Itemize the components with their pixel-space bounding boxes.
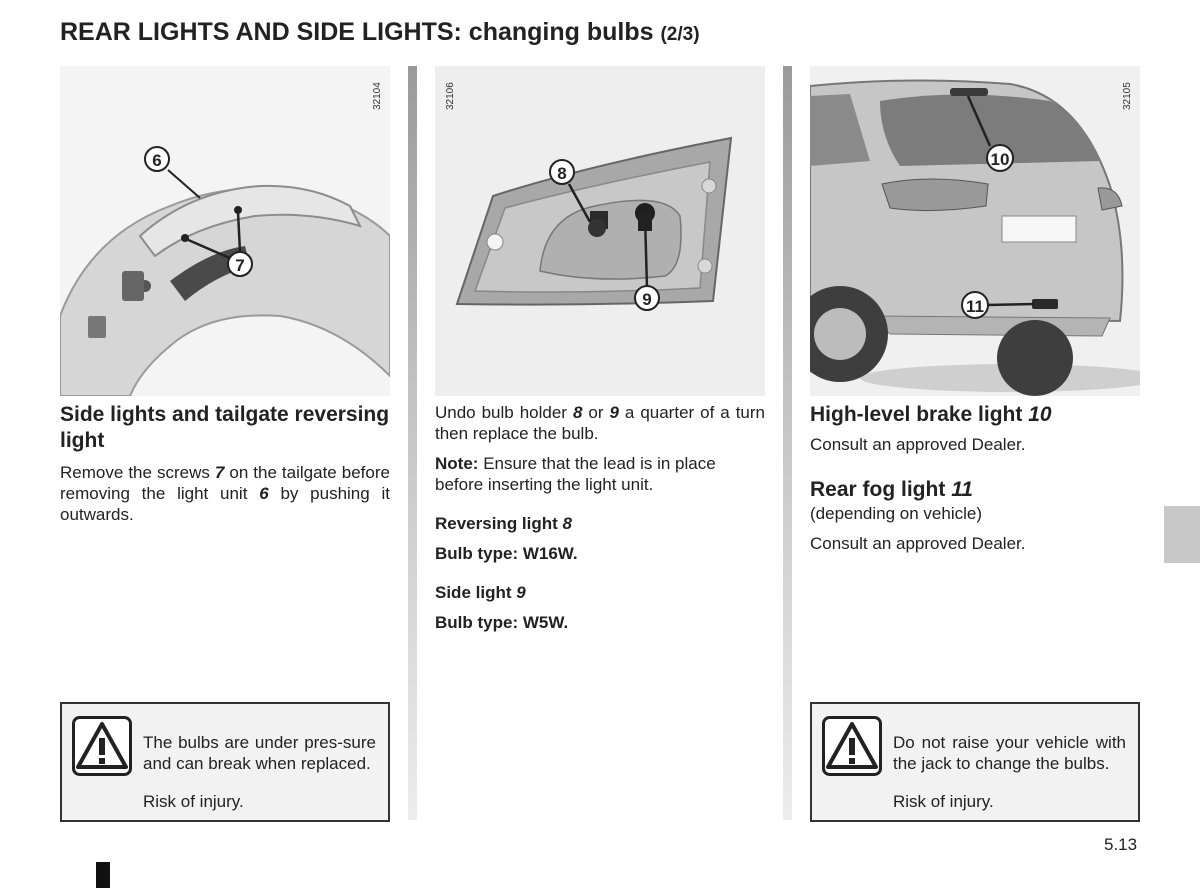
warning-text-bulbs: The bulbs are under pres-sure and can break when replaced. Risk of injury. xyxy=(143,733,376,811)
section-tab-marker xyxy=(1164,506,1200,563)
fog-light-instructions: Consult an approved Dealer. xyxy=(810,534,1026,553)
page-title-main: REAR LIGHTS AND SIDE LIGHTS: changing bulbs xyxy=(60,18,654,46)
fog-light-availability: (depending on vehicle) xyxy=(810,504,983,523)
callout-6 xyxy=(145,147,169,171)
section-heading-brake-light: High-level brake light 10 xyxy=(810,403,1052,426)
svg-text:10: 10 xyxy=(990,150,1010,169)
warning-triangle-icon xyxy=(72,716,132,781)
figure-car-rear xyxy=(810,66,1140,396)
svg-text:9: 9 xyxy=(642,290,652,309)
warning-triangle-icon xyxy=(822,716,882,781)
figure-ref-number: 32104 xyxy=(372,82,383,110)
page-title xyxy=(60,18,700,47)
page-number: 5.13 xyxy=(1104,835,1138,854)
lead-note: Note: Ensure that the lead is in place before inserting the light unit. xyxy=(435,454,716,494)
reversing-light-label: Reversing light 8 xyxy=(435,514,573,533)
column-divider-right xyxy=(783,66,792,820)
light-unit-illustration xyxy=(435,66,765,396)
right-column xyxy=(810,402,1140,554)
bulb-holder-instructions: Undo bulb holder 8 or 9 a quarter of a turn then replace the bulb. xyxy=(435,403,765,443)
section-heading-side-lights: Side lights and tailgate reversing light xyxy=(60,403,390,452)
warning-box-jack xyxy=(810,702,1140,822)
svg-text:6: 6 xyxy=(152,151,162,170)
middle-column xyxy=(435,402,765,633)
figure-tailgate xyxy=(60,66,390,396)
figure-light-unit xyxy=(435,66,765,396)
car-rear-illustration xyxy=(810,66,1140,396)
warning-box-bulbs xyxy=(60,702,390,822)
figure-ref-number: 32106 xyxy=(445,82,456,110)
brake-light-instructions: Consult an approved Dealer. xyxy=(810,435,1026,454)
warning-text-jack: Do not raise your vehicle with the jack to change the bulbs. Risk of injury. xyxy=(893,733,1126,811)
side-bulb-type: Bulb type: W5W. xyxy=(435,613,569,632)
column-divider-left xyxy=(408,66,417,820)
svg-text:7: 7 xyxy=(235,256,245,275)
callout-10 xyxy=(987,145,1013,171)
page-title-part: (2/3) xyxy=(660,24,700,45)
callout-11 xyxy=(962,292,988,318)
left-column xyxy=(60,402,390,525)
svg-text:11: 11 xyxy=(966,297,984,316)
side-light-label: Side light 9 xyxy=(435,583,526,602)
bottom-bar xyxy=(96,862,110,888)
figure-ref-number: 32105 xyxy=(1122,82,1133,110)
section-heading-fog-light: Rear fog light 11 xyxy=(810,478,973,501)
tailgate-illustration xyxy=(60,66,390,396)
reversing-bulb-type: Bulb type: W16W. xyxy=(435,544,578,563)
callout-9 xyxy=(635,286,659,310)
side-lights-instructions: Remove the screws 7 on the tailgate before removing the light unit 6 by pushing it outwards. xyxy=(60,463,390,524)
callout-7 xyxy=(228,252,252,276)
svg-text:8: 8 xyxy=(557,164,567,183)
callout-8 xyxy=(550,160,574,184)
